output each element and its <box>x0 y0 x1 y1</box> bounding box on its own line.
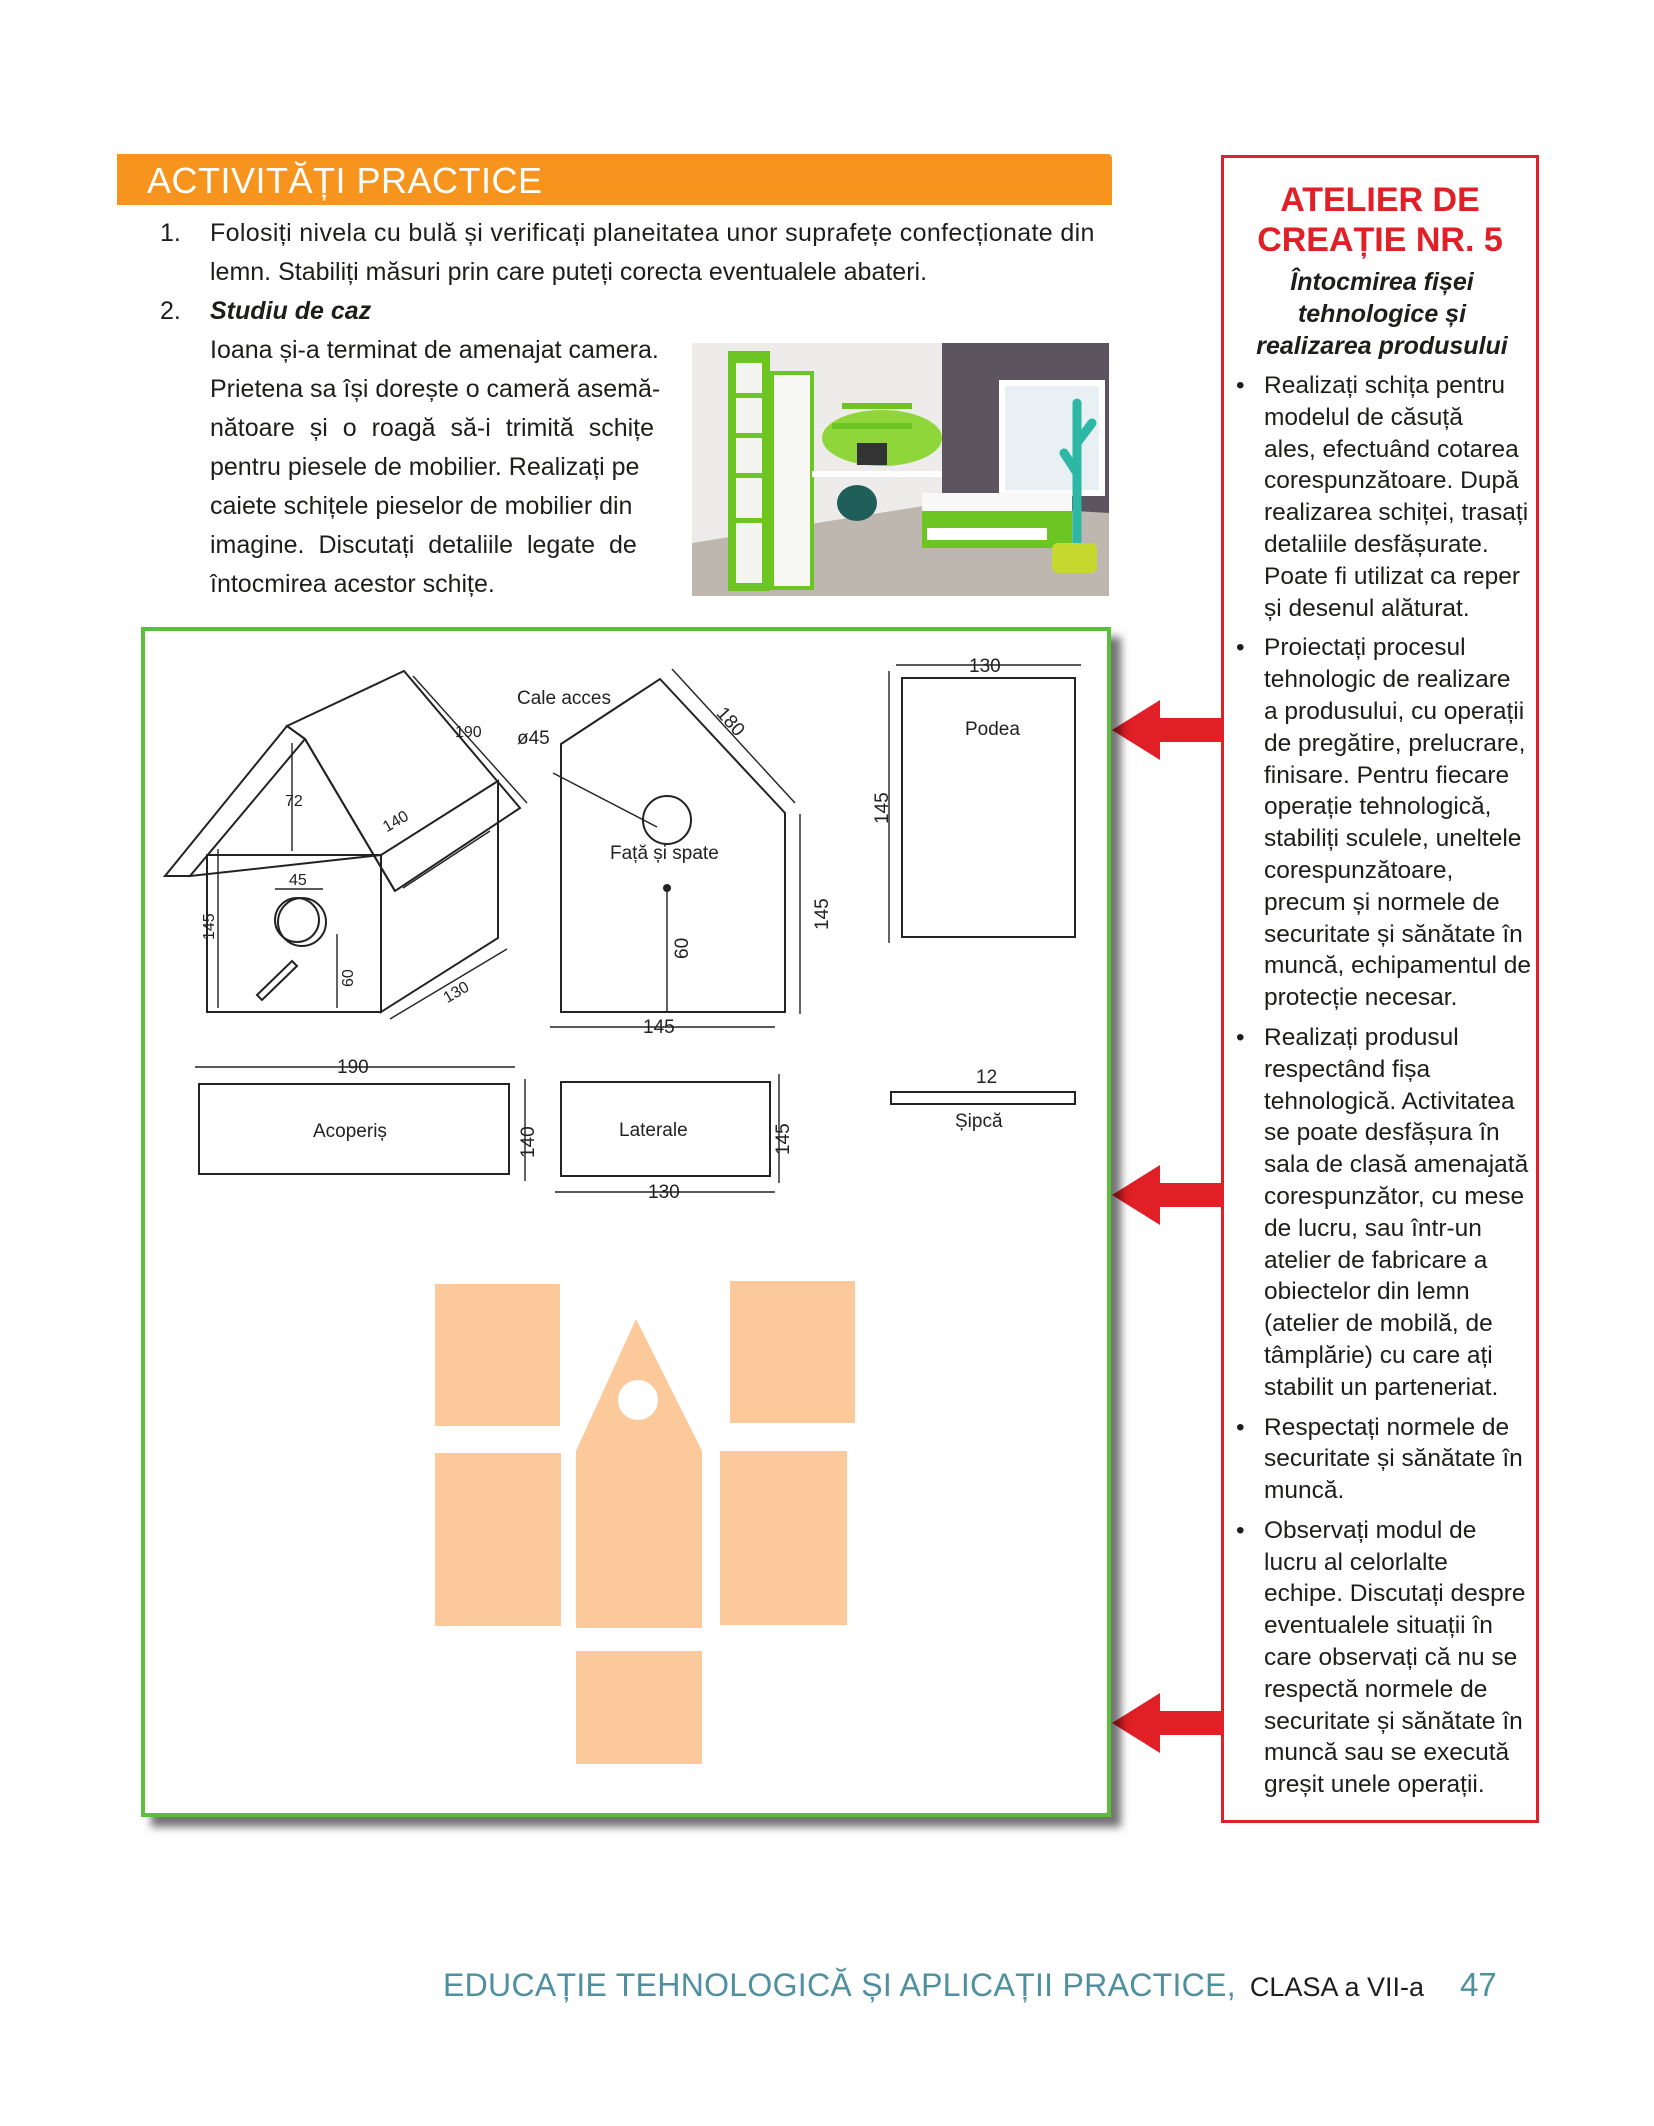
item-1-number: 1. <box>160 219 181 247</box>
footer <box>443 1967 1424 2004</box>
arrow-icon <box>1112 1693 1224 1753</box>
bullet-line: realizarea schiței, trasați <box>1264 499 1529 527</box>
bullet-line: Realizați produsul <box>1264 1023 1459 1051</box>
section-title: ACTIVITĂȚI PRACTICE <box>147 160 543 201</box>
bullet-line: tehnologică. Activitatea <box>1264 1087 1515 1115</box>
bullet-dot-icon: • <box>1236 1413 1245 1441</box>
dim-label: 145 <box>773 1123 794 1155</box>
bullet-dot-icon: • <box>1236 372 1245 399</box>
label-acoperis: Acoperiș <box>313 1121 387 1142</box>
dim-label: 190 <box>337 1057 369 1078</box>
bullet-line: de lucru, sau într-un <box>1264 1214 1482 1242</box>
dim-label: 145 <box>872 792 893 824</box>
bullet-line: se poate desfășura în <box>1264 1119 1500 1147</box>
bullet-line: protecție necesar. <box>1264 984 1458 1012</box>
dim-label: 130 <box>969 656 1001 677</box>
atelier-box <box>1221 155 1539 1823</box>
footer-title: EDUCAȚIE TEHNOLOGICĂ ȘI APLICAȚII PRACTICE, <box>443 1967 1236 2003</box>
net-panel <box>576 1651 702 1764</box>
dim-label: 145 <box>201 913 218 940</box>
page-number: 47 <box>1460 1966 1497 2003</box>
case-line: caiete schițele pieselor de mobilier din <box>210 492 633 520</box>
atelier-title <box>1224 180 1536 260</box>
unfolded-net <box>435 1281 855 1764</box>
item-1-text <box>210 214 1110 292</box>
case-line: imagine. Discutați detaliile legate de <box>210 531 637 559</box>
bullet-line: respectă normele de <box>1264 1675 1488 1703</box>
dim-label: 180 <box>711 703 749 741</box>
dim-label: 12 <box>976 1067 998 1088</box>
bullet-line: securitate și sănătate în <box>1264 1445 1523 1473</box>
bullet-line: Proiectați procesul <box>1264 634 1466 662</box>
bullet-line: eventualele situații în <box>1264 1612 1493 1640</box>
bullet-line: care observați că nu se <box>1264 1644 1518 1672</box>
floor-view <box>889 665 1081 943</box>
label-diameter: ø45 <box>517 728 550 749</box>
label-laterale: Laterale <box>619 1120 688 1141</box>
arrow-icon <box>1112 1165 1224 1225</box>
section-header <box>117 154 1112 205</box>
diagram-panel <box>141 627 1111 1817</box>
net-panel <box>720 1451 847 1625</box>
bullet-line: muncă sau se execută <box>1264 1739 1510 1767</box>
net-panel <box>730 1281 855 1423</box>
bullet-line: detaliile desfășurate. <box>1264 530 1489 558</box>
label-sipca: Șipcă <box>955 1111 1003 1132</box>
label-cale-acces: Cale acces <box>517 688 611 709</box>
bullet-line: echipe. Discutați despre <box>1264 1580 1526 1608</box>
net-panel <box>435 1284 560 1426</box>
bullet-line: atelier de fabricare a <box>1264 1246 1488 1274</box>
bullet-line: Realizați schița pentru <box>1264 372 1506 399</box>
dim-label: 45 <box>289 872 307 889</box>
dim-label: 130 <box>648 1182 680 1203</box>
bullet-line: lucru al celorlalte <box>1264 1548 1448 1576</box>
bullet-line: modelul de căsuță <box>1264 403 1463 431</box>
net-panel <box>435 1453 561 1626</box>
case-line: nătoare și o roagă să-i trimită schițe <box>210 414 655 442</box>
atelier-bullet <box>1234 1022 1536 1404</box>
pointer-arrows <box>1108 700 1224 1830</box>
bullet-line: securitate și sănătate în <box>1264 920 1523 948</box>
case-study-text <box>210 331 670 604</box>
atelier-bullet <box>1234 632 1536 1014</box>
dim-label: 60 <box>672 937 693 959</box>
net-hole <box>618 1380 658 1420</box>
bullet-line: greșit unele operații. <box>1264 1771 1485 1799</box>
item-1-line: Folosiți nivela cu bulă și verificați planeitatea unor suprafețe confecționate din <box>210 219 1095 247</box>
bullet-line: stabiliți sculele, uneltele <box>1264 825 1522 853</box>
bullet-dot-icon: • <box>1236 1023 1245 1051</box>
bullet-line: de pregătire, prelucrare, <box>1264 729 1526 757</box>
bullet-line: tehnologic de realizare <box>1264 666 1511 694</box>
bullet-line: corespunzătoare. După <box>1264 467 1519 495</box>
bullet-line: muncă, echipamentul de <box>1264 952 1531 980</box>
bullet-line: respectând fișa <box>1264 1055 1431 1083</box>
atelier-bullet <box>1234 1412 1536 1507</box>
dim-label: 130 <box>440 978 473 1007</box>
bullet-dot-icon: • <box>1236 1516 1245 1544</box>
dim-label: 140 <box>518 1126 539 1158</box>
bullet-line: operație tehnologică, <box>1264 793 1492 821</box>
dim-label: 190 <box>455 724 482 741</box>
bullet-line: sala de clasă amenajată <box>1264 1151 1529 1179</box>
dim-label: 60 <box>340 969 357 987</box>
footer-class: CLASA a VII-a <box>1249 1972 1425 2002</box>
bullet-line: finisare. Pentru fiecare <box>1264 761 1510 789</box>
dim-label: 72 <box>285 793 303 810</box>
case-line: pentru piesele de mobilier. Realizați pe <box>210 453 640 481</box>
dim-label: 145 <box>643 1017 675 1038</box>
label-podea: Podea <box>965 719 1020 740</box>
bullet-line: Observați modul de <box>1264 1516 1477 1544</box>
bullet-line: și desenul alăturat. <box>1264 594 1470 622</box>
atelier-bullet <box>1234 1515 1536 1801</box>
case-line: Prietena sa își dorește o cameră asemă- <box>210 375 661 403</box>
subtitle-line: tehnologice și <box>1297 300 1467 328</box>
atelier-title-line: ATELIER DE <box>1280 181 1480 219</box>
bullet-line: corespunzătoare, <box>1264 856 1454 884</box>
bullet-line: securitate și sănătate în <box>1264 1707 1523 1735</box>
strip-view <box>891 1092 1075 1104</box>
bullet-line: precum și normele de <box>1264 888 1500 916</box>
case-line: întocmirea acestor schițe. <box>210 570 495 598</box>
subtitle-line: Întocmirea fișei <box>1290 268 1474 296</box>
dim-label: 145 <box>812 898 833 930</box>
bedroom-photo <box>692 343 1109 596</box>
bullet-line: muncă. <box>1264 1477 1345 1505</box>
bullet-line: ales, efectuând cotarea <box>1264 435 1519 463</box>
bullet-dot-icon: • <box>1236 634 1245 662</box>
item-1-line: lemn. Stabiliți măsuri prin care puteți corecta eventualele abateri. <box>210 258 928 286</box>
atelier-title-line: CREAȚIE NR. 5 <box>1257 221 1503 259</box>
atelier-bullets <box>1234 370 1536 1809</box>
atelier-bullet <box>1234 370 1536 624</box>
case-study-heading: Studiu de caz <box>210 297 372 325</box>
case-line: Ioana și-a terminat de amenajat camera. <box>210 336 659 364</box>
bullet-line: Respectați normele de <box>1264 1413 1510 1441</box>
bullet-line: tâmplărie) cu care ați <box>1264 1341 1493 1369</box>
bullet-line: a produsului, cu operații <box>1264 697 1525 725</box>
bullet-line: obiectelor din lemn <box>1264 1278 1470 1306</box>
atelier-subtitle <box>1234 266 1530 362</box>
label-front-back: Față și spate <box>610 843 719 864</box>
item-2-number: 2. <box>160 297 181 325</box>
bullet-line: Poate fi utilizat ca reper <box>1264 562 1521 590</box>
arrow-icon <box>1112 700 1224 760</box>
dim-label: 140 <box>380 807 412 836</box>
net-panel <box>576 1451 702 1628</box>
bullet-line: (atelier de mobilă, de <box>1264 1310 1493 1338</box>
subtitle-line: realizarea produsului <box>1256 332 1508 360</box>
bullet-line: corespunzător, cu mese <box>1264 1182 1525 1210</box>
bullet-line: stabilit un parteneriat. <box>1264 1373 1499 1401</box>
